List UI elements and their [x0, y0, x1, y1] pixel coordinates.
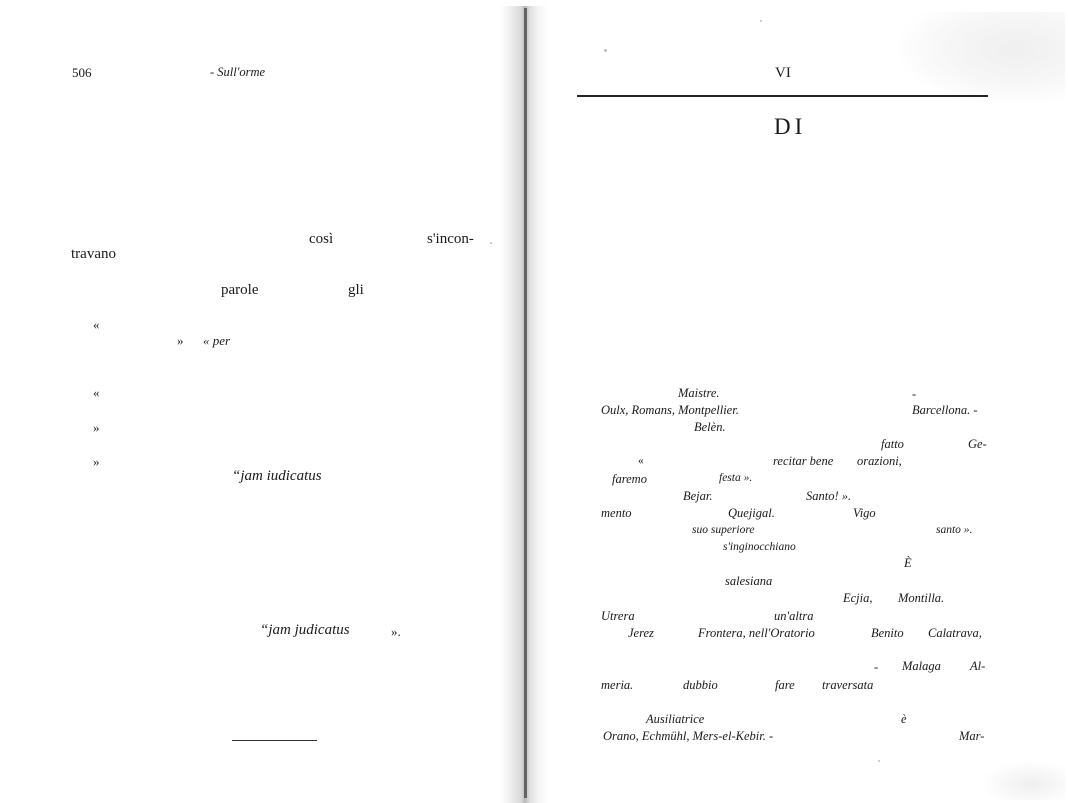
text-fragment: Barcellona. - [912, 403, 978, 417]
running-header: - Sull'orme [210, 65, 266, 79]
scan-speck [490, 242, 492, 244]
text-fragment: orazioni, [857, 454, 902, 468]
text-fragment: Ecjia, [843, 591, 873, 605]
text-fragment: Santo! ». [806, 489, 852, 503]
text-fragment: Benito [871, 626, 904, 640]
text-fragment: Al- [970, 659, 986, 673]
footnote-rule [232, 740, 317, 741]
text-fragment: Calatrava, [928, 626, 982, 640]
scan-speck [878, 760, 880, 762]
text-fragment: gli [348, 282, 364, 298]
text-fragment: Jerez [628, 626, 654, 640]
text-fragment: meria. [601, 678, 634, 692]
text-fragment: festa ». [719, 472, 753, 484]
text-fragment: Malaga [902, 659, 941, 673]
text-fragment: così [309, 231, 334, 247]
text-fragment: Quejigal. [728, 506, 775, 520]
text-fragment: Utrera [601, 609, 635, 623]
page-number: 506 [72, 65, 92, 80]
scan-speck [604, 49, 607, 52]
text-fragment: « [638, 455, 644, 467]
text-fragment: Frontera, nell'Oratorio [698, 626, 815, 640]
text-fragment: Bejar. [683, 489, 713, 503]
text-fragment: parole [221, 282, 259, 298]
text-fragment: faremo [612, 472, 647, 486]
text-fragment: » [93, 454, 100, 469]
text-fragment: « [93, 317, 100, 332]
text-fragment: « [93, 385, 100, 400]
text-fragment: è [901, 712, 907, 726]
text-fragment: Belèn. [694, 420, 726, 434]
text-fragment: traversata [822, 678, 874, 692]
text-fragment: È [904, 556, 912, 570]
text-fragment: salesiana [725, 574, 773, 588]
section-number: VI [775, 65, 791, 81]
chapter-title: DI [774, 114, 807, 139]
text-fragment: - [912, 387, 917, 401]
text-fragment: Vigo [853, 506, 876, 520]
text-fragment: Montilla. [898, 591, 945, 605]
text-fragment: Mar- [959, 729, 985, 743]
text-fragment: - [874, 660, 879, 674]
text-fragment: “jam iudicatus [232, 468, 322, 484]
text-fragment: mento [601, 506, 632, 520]
text-fragment: dubbio [683, 678, 718, 692]
text-fragment: » [177, 333, 184, 348]
text-fragment: recitar bene [773, 454, 834, 468]
text-fragment: Ge- [968, 437, 987, 451]
text-fragment: Oulx, Romans, Montpellier. [601, 403, 739, 417]
text-fragment: santo ». [936, 524, 973, 536]
text-fragment: Ausiliatrice [646, 712, 705, 726]
header-rule [577, 95, 988, 97]
scan-shading [980, 760, 1065, 800]
text-fragment: ». [391, 624, 401, 639]
text-fragment: s'inginocchiano [723, 541, 796, 553]
text-fragment: fare [775, 678, 795, 692]
text-fragment: Maistre. [678, 386, 720, 400]
text-fragment: travano [71, 246, 116, 262]
book-spine [524, 8, 527, 798]
text-fragment: Orano, Echmühl, Mers-el-Kebir. - [603, 729, 774, 743]
text-fragment: “jam judicatus [260, 622, 350, 638]
text-fragment: fatto [881, 437, 904, 451]
scan-shading [900, 12, 1065, 104]
text-fragment: » [93, 420, 100, 435]
text-fragment: « per [203, 333, 231, 348]
scan-speck [760, 20, 762, 22]
text-fragment: un'altra [774, 609, 814, 623]
text-fragment: s'incon- [427, 231, 474, 247]
text-fragment: suo superiore [692, 524, 755, 536]
